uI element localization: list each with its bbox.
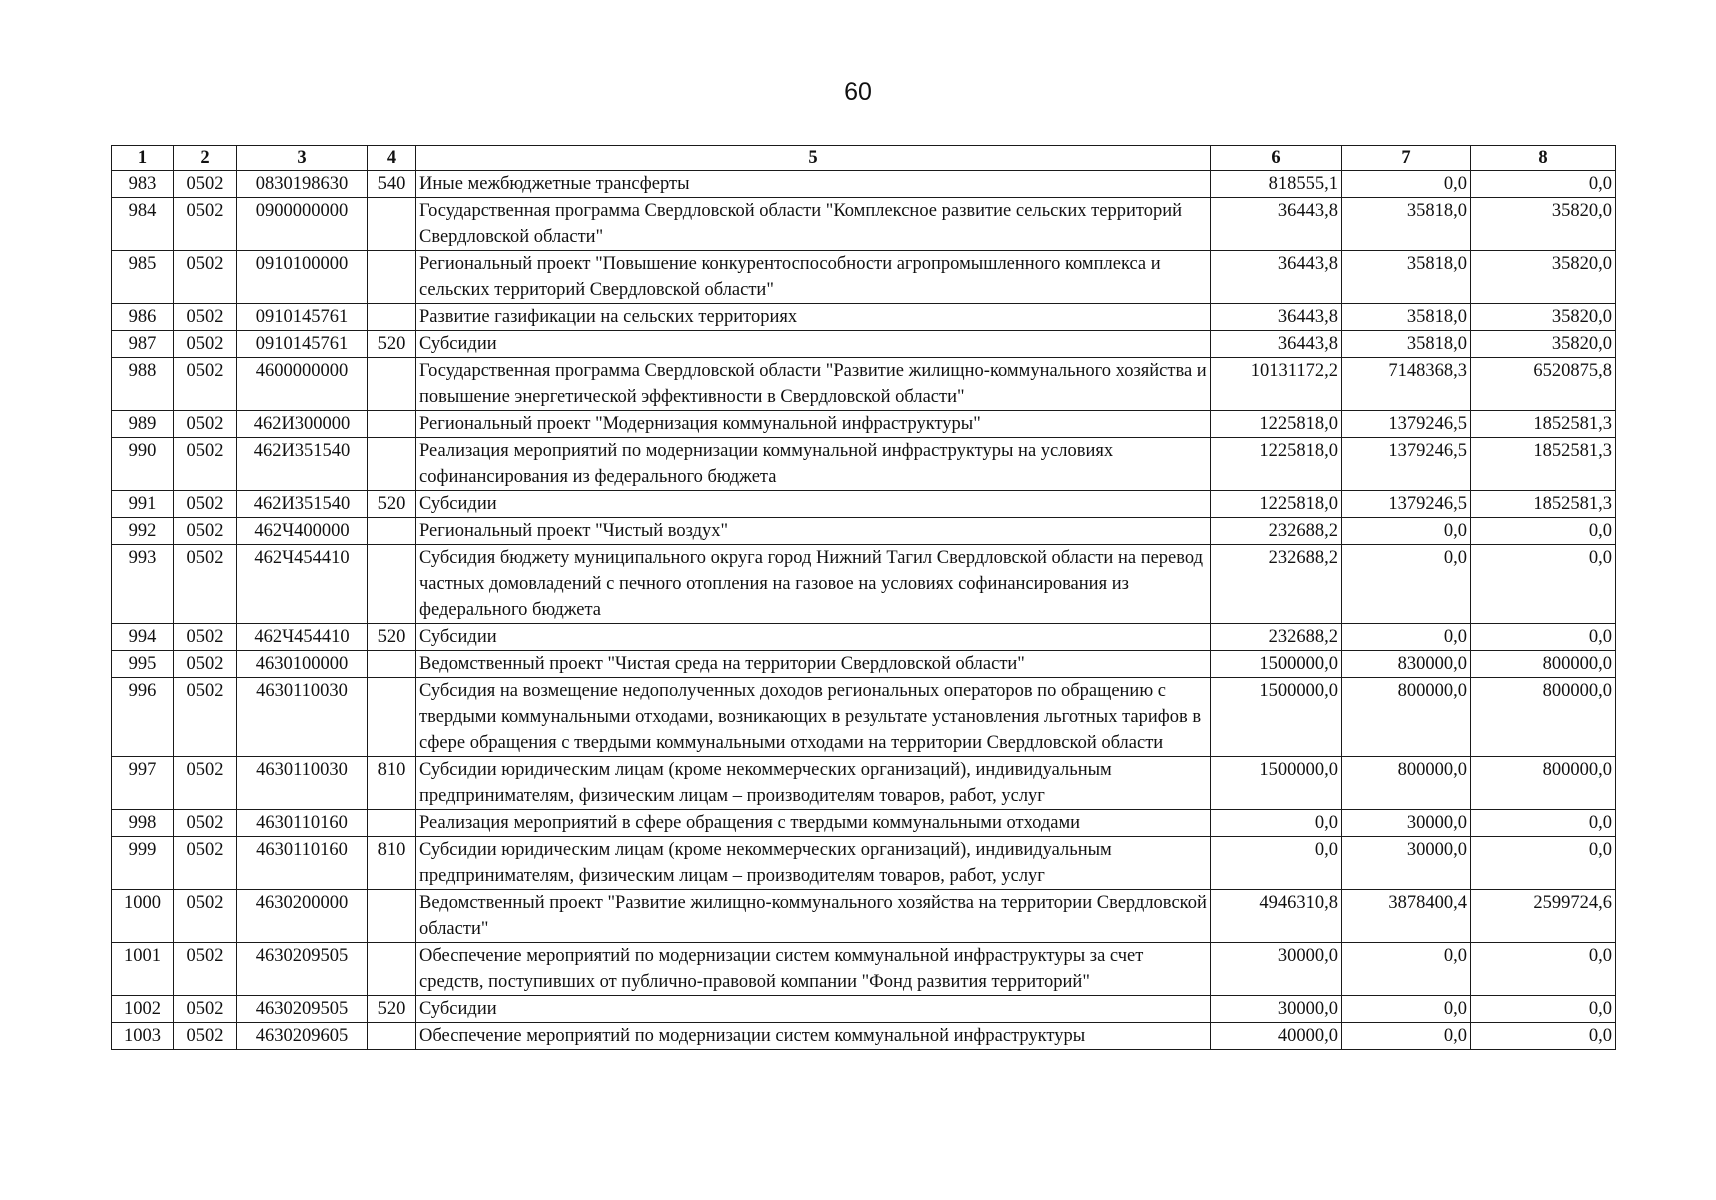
item-name: Ведомственный проект "Чистая среда на территории Свердловской области" (416, 651, 1211, 678)
table-row (112, 198, 1616, 251)
expense-type-code (368, 518, 416, 545)
expense-type-code: 520 (368, 624, 416, 651)
amount-col-8: 35820,0 (1471, 251, 1616, 304)
amount-col-7: 30000,0 (1342, 810, 1471, 837)
amount-col-7: 830000,0 (1342, 651, 1471, 678)
target-article-code: 0910100000 (237, 251, 368, 304)
expense-type-code (368, 251, 416, 304)
section-code: 0502 (174, 943, 237, 996)
target-article-code: 462И351540 (237, 491, 368, 518)
amount-col-8: 1852581,3 (1471, 438, 1616, 491)
expense-type-code (368, 943, 416, 996)
expense-type-code (368, 810, 416, 837)
item-name: Субсидия бюджету муниципального округа город Нижний Тагил Свердловской области на перевод частных домовладений с печного отопления на газовое на условиях софинансирования из федерального бюджета (416, 545, 1211, 624)
row-number: 1003 (112, 1023, 174, 1050)
target-article-code: 4630200000 (237, 890, 368, 943)
row-number: 1000 (112, 890, 174, 943)
row-number: 983 (112, 171, 174, 198)
amount-col-6: 232688,2 (1211, 545, 1342, 624)
table-body (112, 171, 1616, 1050)
section-code: 0502 (174, 331, 237, 358)
table-row (112, 304, 1616, 331)
expense-type-code: 520 (368, 491, 416, 518)
table-row (112, 651, 1616, 678)
amount-col-8: 0,0 (1471, 624, 1616, 651)
amount-col-6: 818555,1 (1211, 171, 1342, 198)
table-row (112, 890, 1616, 943)
amount-col-6: 10131172,2 (1211, 358, 1342, 411)
amount-col-7: 35818,0 (1342, 198, 1471, 251)
target-article-code: 462И300000 (237, 411, 368, 438)
table-row (112, 411, 1616, 438)
amount-col-7: 0,0 (1342, 943, 1471, 996)
section-code: 0502 (174, 438, 237, 491)
target-article-code: 0910145761 (237, 331, 368, 358)
amount-col-8: 35820,0 (1471, 304, 1616, 331)
expense-type-code (368, 1023, 416, 1050)
amount-col-7: 0,0 (1342, 545, 1471, 624)
row-number: 997 (112, 757, 174, 810)
table-row (112, 545, 1616, 624)
item-name: Субсидии юридическим лицам (кроме некоммерческих организаций), индивидуальным предпринимателям, физическим лицам – производителям товаров, работ, услуг (416, 757, 1211, 810)
row-number: 998 (112, 810, 174, 837)
amount-col-8: 0,0 (1471, 837, 1616, 890)
amount-col-8: 35820,0 (1471, 198, 1616, 251)
target-article-code: 4630100000 (237, 651, 368, 678)
row-number: 986 (112, 304, 174, 331)
amount-col-7: 0,0 (1342, 171, 1471, 198)
amount-col-8: 0,0 (1471, 996, 1616, 1023)
section-code: 0502 (174, 1023, 237, 1050)
target-article-code: 462Ч400000 (237, 518, 368, 545)
amount-col-7: 3878400,4 (1342, 890, 1471, 943)
target-article-code: 4630209605 (237, 1023, 368, 1050)
target-article-code: 4630209505 (237, 996, 368, 1023)
header-row (112, 146, 1616, 171)
item-name: Региональный проект "Чистый воздух" (416, 518, 1211, 545)
amount-col-8: 800000,0 (1471, 757, 1616, 810)
amount-col-7: 35818,0 (1342, 304, 1471, 331)
amount-col-8: 6520875,8 (1471, 358, 1616, 411)
target-article-code: 4630110030 (237, 757, 368, 810)
amount-col-6: 36443,8 (1211, 198, 1342, 251)
amount-col-7: 1379246,5 (1342, 491, 1471, 518)
row-number: 995 (112, 651, 174, 678)
amount-col-6: 36443,8 (1211, 304, 1342, 331)
amount-col-8: 0,0 (1471, 810, 1616, 837)
section-code: 0502 (174, 198, 237, 251)
target-article-code: 0910145761 (237, 304, 368, 331)
amount-col-6: 1500000,0 (1211, 678, 1342, 757)
target-article-code: 0900000000 (237, 198, 368, 251)
table-row (112, 358, 1616, 411)
expense-type-code (368, 678, 416, 757)
expense-type-code: 810 (368, 837, 416, 890)
amount-col-6: 0,0 (1211, 837, 1342, 890)
amount-col-7: 1379246,5 (1342, 438, 1471, 491)
item-name: Субсидии (416, 331, 1211, 358)
row-number: 991 (112, 491, 174, 518)
section-code: 0502 (174, 890, 237, 943)
row-number: 1001 (112, 943, 174, 996)
target-article-code: 462И351540 (237, 438, 368, 491)
section-code: 0502 (174, 996, 237, 1023)
expense-type-code (368, 304, 416, 331)
header-cell: 6 (1211, 146, 1342, 171)
table-row (112, 1023, 1616, 1050)
item-name: Субсидия на возмещение недополученных доходов региональных операторов по обращению с твердыми коммунальными отходами, возникающих в результате установления льготных тарифов в сфере обращения с твердыми коммунальными отходами на территории Свердловской области (416, 678, 1211, 757)
target-article-code: 4600000000 (237, 358, 368, 411)
section-code: 0502 (174, 171, 237, 198)
item-name: Государственная программа Свердловской области "Развитие жилищно-коммунального хозяйства и повышение энергетической эффективности в Свердловской области" (416, 358, 1211, 411)
expense-type-code (368, 890, 416, 943)
section-code: 0502 (174, 678, 237, 757)
amount-col-6: 232688,2 (1211, 624, 1342, 651)
amount-col-8: 0,0 (1471, 171, 1616, 198)
expense-type-code (368, 358, 416, 411)
amount-col-7: 1379246,5 (1342, 411, 1471, 438)
table-row (112, 837, 1616, 890)
amount-col-8: 800000,0 (1471, 651, 1616, 678)
section-code: 0502 (174, 545, 237, 624)
item-name: Развитие газификации на сельских территориях (416, 304, 1211, 331)
item-name: Ведомственный проект "Развитие жилищно-коммунального хозяйства на территории Свердловской области" (416, 890, 1211, 943)
item-name: Региональный проект "Повышение конкурентоспособности агропромышленного комплекса и сельских территорий Свердловской области" (416, 251, 1211, 304)
row-number: 987 (112, 331, 174, 358)
item-name: Реализация мероприятий по модернизации коммунальной инфраструктуры на условиях софинансирования из федерального бюджета (416, 438, 1211, 491)
section-code: 0502 (174, 304, 237, 331)
amount-col-8: 1852581,3 (1471, 491, 1616, 518)
row-number: 988 (112, 358, 174, 411)
amount-col-6: 4946310,8 (1211, 890, 1342, 943)
target-article-code: 462Ч454410 (237, 624, 368, 651)
expense-type-code: 520 (368, 331, 416, 358)
row-number: 984 (112, 198, 174, 251)
item-name: Обеспечение мероприятий по модернизации систем коммунальной инфраструктуры (416, 1023, 1211, 1050)
amount-col-8: 35820,0 (1471, 331, 1616, 358)
table-row (112, 518, 1616, 545)
amount-col-7: 0,0 (1342, 1023, 1471, 1050)
target-article-code: 4630110160 (237, 837, 368, 890)
amount-col-7: 0,0 (1342, 518, 1471, 545)
row-number: 993 (112, 545, 174, 624)
amount-col-6: 0,0 (1211, 810, 1342, 837)
amount-col-7: 0,0 (1342, 996, 1471, 1023)
section-code: 0502 (174, 251, 237, 304)
amount-col-8: 0,0 (1471, 518, 1616, 545)
amount-col-6: 1225818,0 (1211, 411, 1342, 438)
section-code: 0502 (174, 411, 237, 438)
amount-col-8: 800000,0 (1471, 678, 1616, 757)
page-number: 60 (844, 78, 872, 106)
item-name: Субсидии юридическим лицам (кроме некоммерческих организаций), индивидуальным предпринимателям, физическим лицам – производителям товаров, работ, услуг (416, 837, 1211, 890)
table-row (112, 757, 1616, 810)
item-name: Иные межбюджетные трансферты (416, 171, 1211, 198)
amount-col-6: 30000,0 (1211, 996, 1342, 1023)
amount-col-6: 232688,2 (1211, 518, 1342, 545)
section-code: 0502 (174, 810, 237, 837)
table-row (112, 331, 1616, 358)
row-number: 992 (112, 518, 174, 545)
item-name: Субсидии (416, 996, 1211, 1023)
header-cell: 2 (174, 146, 237, 171)
item-name: Субсидии (416, 624, 1211, 651)
expense-type-code (368, 651, 416, 678)
table-row (112, 943, 1616, 996)
amount-col-6: 36443,8 (1211, 251, 1342, 304)
section-code: 0502 (174, 358, 237, 411)
item-name: Реализация мероприятий в сфере обращения с твердыми коммунальными отходами (416, 810, 1211, 837)
section-code: 0502 (174, 518, 237, 545)
amount-col-8: 0,0 (1471, 545, 1616, 624)
header-cell: 4 (368, 146, 416, 171)
row-number: 996 (112, 678, 174, 757)
row-number: 1002 (112, 996, 174, 1023)
row-number: 999 (112, 837, 174, 890)
row-number: 989 (112, 411, 174, 438)
item-name: Региональный проект "Модернизация коммунальной инфраструктуры" (416, 411, 1211, 438)
amount-col-6: 30000,0 (1211, 943, 1342, 996)
section-code: 0502 (174, 837, 237, 890)
amount-col-8: 1852581,3 (1471, 411, 1616, 438)
table-row (112, 491, 1616, 518)
amount-col-6: 1500000,0 (1211, 757, 1342, 810)
amount-col-6: 1500000,0 (1211, 651, 1342, 678)
section-code: 0502 (174, 491, 237, 518)
target-article-code: 462Ч454410 (237, 545, 368, 624)
target-article-code: 0830198630 (237, 171, 368, 198)
amount-col-6: 1225818,0 (1211, 438, 1342, 491)
amount-col-7: 800000,0 (1342, 678, 1471, 757)
expense-type-code: 540 (368, 171, 416, 198)
table-row (112, 996, 1616, 1023)
table-row (112, 251, 1616, 304)
expense-type-code (368, 545, 416, 624)
expense-type-code: 520 (368, 996, 416, 1023)
item-name: Государственная программа Свердловской области "Комплексное развитие сельских территорий Свердловской области" (416, 198, 1211, 251)
header-cell: 3 (237, 146, 368, 171)
section-code: 0502 (174, 651, 237, 678)
table-row (112, 810, 1616, 837)
row-number: 985 (112, 251, 174, 304)
header-cell: 5 (416, 146, 1211, 171)
amount-col-6: 1225818,0 (1211, 491, 1342, 518)
amount-col-6: 40000,0 (1211, 1023, 1342, 1050)
amount-col-7: 35818,0 (1342, 251, 1471, 304)
header-cell: 7 (1342, 146, 1471, 171)
expense-type-code (368, 438, 416, 491)
amount-col-8: 0,0 (1471, 943, 1616, 996)
target-article-code: 4630209505 (237, 943, 368, 996)
expense-type-code (368, 411, 416, 438)
section-code: 0502 (174, 757, 237, 810)
amount-col-7: 35818,0 (1342, 331, 1471, 358)
expense-type-code: 810 (368, 757, 416, 810)
amount-col-7: 30000,0 (1342, 837, 1471, 890)
table-row (112, 438, 1616, 491)
amount-col-8: 0,0 (1471, 1023, 1616, 1050)
item-name: Обеспечение мероприятий по модернизации систем коммунальной инфраструктуры за счет средств, поступивших от публично-правовой компании "Фонд развития территорий" (416, 943, 1211, 996)
target-article-code: 4630110160 (237, 810, 368, 837)
amount-col-8: 2599724,6 (1471, 890, 1616, 943)
table-row (112, 624, 1616, 651)
table-row (112, 171, 1616, 198)
expense-type-code (368, 198, 416, 251)
amount-col-6: 36443,8 (1211, 331, 1342, 358)
item-name: Субсидии (416, 491, 1211, 518)
row-number: 990 (112, 438, 174, 491)
header-cell: 1 (112, 146, 174, 171)
amount-col-7: 800000,0 (1342, 757, 1471, 810)
header-cell: 8 (1471, 146, 1616, 171)
budget-table (111, 145, 1616, 1050)
amount-col-7: 7148368,3 (1342, 358, 1471, 411)
amount-col-7: 0,0 (1342, 624, 1471, 651)
target-article-code: 4630110030 (237, 678, 368, 757)
row-number: 994 (112, 624, 174, 651)
section-code: 0502 (174, 624, 237, 651)
table-row (112, 678, 1616, 757)
